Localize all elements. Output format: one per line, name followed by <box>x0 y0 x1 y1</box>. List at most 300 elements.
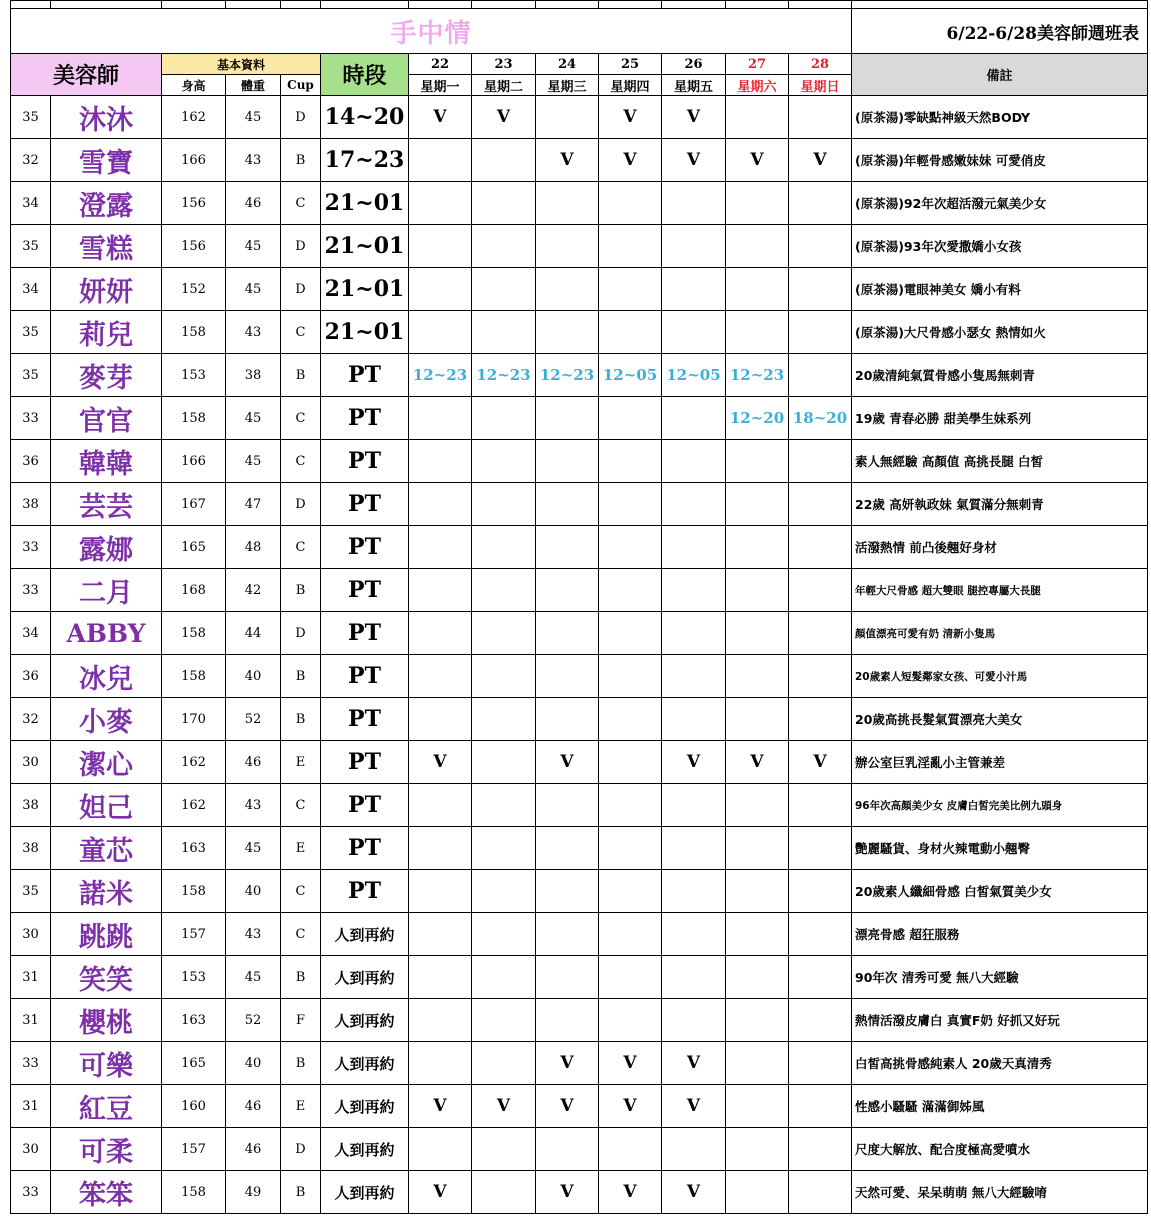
cup-cell: B <box>281 1042 321 1085</box>
week-title: 6/22-6/28美容師週班表 <box>852 9 1148 54</box>
day-cell <box>599 182 662 225</box>
day-cell <box>409 440 472 483</box>
header-date: 25 <box>599 54 662 75</box>
day-cell <box>599 397 662 440</box>
note-cell: 90年次 清秀可愛 無八大經驗 <box>852 956 1148 999</box>
day-cell: 12~20 <box>726 397 789 440</box>
day-cell <box>599 483 662 526</box>
slot-cell: PT <box>321 870 409 913</box>
day-cell <box>472 139 536 182</box>
age-cell: 31 <box>11 999 51 1042</box>
day-cell: V <box>472 1085 536 1128</box>
day-cell: V <box>662 741 726 784</box>
day-cell <box>536 311 599 354</box>
day-cell <box>409 827 472 870</box>
day-cell <box>472 1171 536 1214</box>
slot-cell: PT <box>321 397 409 440</box>
weight-cell: 43 <box>226 139 281 182</box>
weight-cell: 52 <box>226 698 281 741</box>
age-cell: 35 <box>11 96 51 139</box>
day-cell: V <box>726 741 789 784</box>
day-cell <box>409 870 472 913</box>
cup-cell: E <box>281 1085 321 1128</box>
day-cell <box>599 655 662 698</box>
day-cell <box>599 999 662 1042</box>
header-slot: 時段 <box>321 54 409 96</box>
staff-name: 冰兒 <box>51 655 162 698</box>
day-cell <box>789 999 852 1042</box>
day-cell <box>599 612 662 655</box>
note-cell: 漂亮骨感 超狂服務 <box>852 913 1148 956</box>
weight-cell: 40 <box>226 1042 281 1085</box>
height-cell: 158 <box>162 870 226 913</box>
day-cell <box>789 612 852 655</box>
weight-cell: 46 <box>226 182 281 225</box>
staff-row <box>11 1128 1148 1171</box>
weight-cell: 45 <box>226 827 281 870</box>
staff-name: 笑笑 <box>51 956 162 999</box>
header-date: 27 <box>726 54 789 75</box>
cup-cell: B <box>281 655 321 698</box>
day-cell <box>599 1128 662 1171</box>
staff-name: 麥芽 <box>51 354 162 397</box>
staff-name: 諾米 <box>51 870 162 913</box>
day-cell <box>599 913 662 956</box>
day-cell: V <box>789 139 852 182</box>
day-cell: V <box>536 1042 599 1085</box>
age-cell: 30 <box>11 913 51 956</box>
day-cell <box>409 1042 472 1085</box>
note-cell: 20歲素人短髮鄰家女孩、可愛小汁馬 <box>852 655 1148 698</box>
height-cell: 158 <box>162 655 226 698</box>
day-cell <box>536 999 599 1042</box>
note-cell: 性感小騷騷 滿滿御姊風 <box>852 1085 1148 1128</box>
staff-row <box>11 268 1148 311</box>
day-cell <box>599 698 662 741</box>
day-cell <box>662 268 726 311</box>
weight-cell: 40 <box>226 870 281 913</box>
cup-cell: E <box>281 741 321 784</box>
cup-cell: E <box>281 827 321 870</box>
height-cell: 153 <box>162 956 226 999</box>
day-cell <box>536 397 599 440</box>
height-cell: 162 <box>162 741 226 784</box>
slot-cell: 人到再約 <box>321 1128 409 1171</box>
day-cell <box>789 311 852 354</box>
weight-cell: 52 <box>226 999 281 1042</box>
slot-cell: 21~01 <box>321 182 409 225</box>
day-cell <box>599 870 662 913</box>
slot-cell: PT <box>321 612 409 655</box>
day-cell: V <box>409 741 472 784</box>
day-cell <box>472 698 536 741</box>
day-cell <box>472 827 536 870</box>
header-date: 26 <box>662 54 726 75</box>
day-cell <box>472 526 536 569</box>
height-cell: 165 <box>162 526 226 569</box>
age-cell: 35 <box>11 354 51 397</box>
staff-row <box>11 354 1148 397</box>
day-cell <box>472 483 536 526</box>
staff-row <box>11 1042 1148 1085</box>
note-cell: 天然可愛、呆呆萌萌 無八大經驗唷 <box>852 1171 1148 1214</box>
day-cell <box>472 784 536 827</box>
cup-cell: C <box>281 397 321 440</box>
age-cell: 34 <box>11 612 51 655</box>
day-cell <box>662 526 726 569</box>
staff-row <box>11 784 1148 827</box>
day-cell <box>789 1171 852 1214</box>
day-cell <box>409 612 472 655</box>
day-cell <box>599 225 662 268</box>
header-date: 24 <box>536 54 599 75</box>
note-cell: (原茶湯)年輕骨感嫩妹妹 可愛俏皮 <box>852 139 1148 182</box>
day-cell <box>726 311 789 354</box>
weight-cell: 38 <box>226 354 281 397</box>
day-cell <box>536 612 599 655</box>
staff-row <box>11 526 1148 569</box>
cup-cell: C <box>281 440 321 483</box>
day-cell <box>536 956 599 999</box>
staff-row <box>11 569 1148 612</box>
weight-cell: 45 <box>226 956 281 999</box>
note-cell: 素人無經驗 高顏值 高挑長腿 白皙 <box>852 440 1148 483</box>
height-cell: 163 <box>162 999 226 1042</box>
day-cell: V <box>599 139 662 182</box>
age-cell: 35 <box>11 225 51 268</box>
note-cell: (原茶湯)93年次愛撒嬌小女孩 <box>852 225 1148 268</box>
height-cell: 152 <box>162 268 226 311</box>
staff-name: 韓韓 <box>51 440 162 483</box>
day-cell <box>472 182 536 225</box>
day-cell <box>726 1042 789 1085</box>
cup-cell: B <box>281 569 321 612</box>
day-cell <box>789 268 852 311</box>
staff-name: 可樂 <box>51 1042 162 1085</box>
day-cell <box>599 311 662 354</box>
staff-name: 紅豆 <box>51 1085 162 1128</box>
day-cell <box>409 784 472 827</box>
day-cell <box>789 698 852 741</box>
day-cell: V <box>599 1171 662 1214</box>
day-cell <box>409 999 472 1042</box>
note-cell: 20歲高挑長髮氣質漂亮大美女 <box>852 698 1148 741</box>
day-cell <box>536 526 599 569</box>
cup-cell: C <box>281 182 321 225</box>
day-cell <box>536 827 599 870</box>
age-cell: 31 <box>11 956 51 999</box>
day-cell <box>409 526 472 569</box>
day-cell <box>726 913 789 956</box>
day-cell <box>726 1085 789 1128</box>
day-cell <box>726 526 789 569</box>
weight-cell: 48 <box>226 526 281 569</box>
day-cell: V <box>662 1085 726 1128</box>
day-cell <box>409 268 472 311</box>
day-cell <box>536 483 599 526</box>
day-cell: 12~23 <box>409 354 472 397</box>
top-strip <box>11 1 1148 9</box>
staff-row <box>11 139 1148 182</box>
day-cell: 12~05 <box>599 354 662 397</box>
day-cell <box>536 225 599 268</box>
header-cup: Cup <box>281 75 321 96</box>
day-cell <box>472 1128 536 1171</box>
weight-cell: 43 <box>226 311 281 354</box>
slot-cell: 21~01 <box>321 225 409 268</box>
day-cell <box>726 999 789 1042</box>
day-cell: V <box>662 1171 726 1214</box>
note-cell: 顏值漂亮可愛有奶 清新小隻馬 <box>852 612 1148 655</box>
height-cell: 156 <box>162 182 226 225</box>
day-cell <box>536 913 599 956</box>
day-cell: 12~23 <box>726 354 789 397</box>
day-cell: 12~23 <box>472 354 536 397</box>
day-cell: V <box>599 96 662 139</box>
cup-cell: C <box>281 784 321 827</box>
day-cell <box>726 612 789 655</box>
header-weekday: 星期五 <box>662 75 726 96</box>
slot-cell: 人到再約 <box>321 956 409 999</box>
slot-cell: PT <box>321 655 409 698</box>
day-cell <box>662 612 726 655</box>
day-cell: V <box>409 96 472 139</box>
day-cell: V <box>536 1171 599 1214</box>
shop-name: 手中情 <box>11 9 852 54</box>
slot-cell: PT <box>321 483 409 526</box>
weight-cell: 42 <box>226 569 281 612</box>
note-cell: (原茶湯)92年次超活潑元氣美少女 <box>852 182 1148 225</box>
day-cell <box>789 784 852 827</box>
height-cell: 160 <box>162 1085 226 1128</box>
day-cell <box>726 440 789 483</box>
day-cell <box>472 655 536 698</box>
header-weight: 體重 <box>226 75 281 96</box>
note-cell: (原茶湯)電眼神美女 嬌小有料 <box>852 268 1148 311</box>
day-cell <box>662 956 726 999</box>
age-cell: 33 <box>11 1171 51 1214</box>
cup-cell: C <box>281 311 321 354</box>
day-cell <box>536 96 599 139</box>
day-cell <box>789 96 852 139</box>
day-cell: 12~23 <box>536 354 599 397</box>
weight-cell: 47 <box>226 483 281 526</box>
day-cell <box>789 1085 852 1128</box>
age-cell: 31 <box>11 1085 51 1128</box>
day-cell <box>726 96 789 139</box>
day-cell <box>536 784 599 827</box>
note-cell: 活潑熱情 前凸後翹好身材 <box>852 526 1148 569</box>
weight-cell: 45 <box>226 440 281 483</box>
day-cell <box>789 870 852 913</box>
weight-cell: 44 <box>226 612 281 655</box>
staff-name: 雪寶 <box>51 139 162 182</box>
staff-name: 童芯 <box>51 827 162 870</box>
day-cell <box>662 225 726 268</box>
day-cell <box>726 225 789 268</box>
staff-name: 小麥 <box>51 698 162 741</box>
day-cell <box>662 483 726 526</box>
staff-name: 跳跳 <box>51 913 162 956</box>
day-cell <box>536 569 599 612</box>
staff-name: 笨笨 <box>51 1171 162 1214</box>
staff-row <box>11 741 1148 784</box>
day-cell <box>662 440 726 483</box>
slot-cell: PT <box>321 354 409 397</box>
weight-cell: 43 <box>226 913 281 956</box>
staff-row <box>11 913 1148 956</box>
height-cell: 157 <box>162 913 226 956</box>
note-cell: 白皙高挑骨感純素人 20歲天真清秀 <box>852 1042 1148 1085</box>
height-cell: 158 <box>162 1171 226 1214</box>
note-cell: 19歲 青春必勝 甜美學生妹系列 <box>852 397 1148 440</box>
day-cell <box>726 483 789 526</box>
staff-row <box>11 1171 1148 1214</box>
staff-name: 沐沐 <box>51 96 162 139</box>
day-cell <box>662 999 726 1042</box>
day-cell <box>536 268 599 311</box>
schedule-table <box>10 0 1148 1214</box>
staff-row <box>11 96 1148 139</box>
slot-cell: 人到再約 <box>321 1171 409 1214</box>
day-cell <box>599 569 662 612</box>
note-cell: (原茶湯)大尺骨感小瑟女 熱情如火 <box>852 311 1148 354</box>
header-notes: 備註 <box>852 54 1148 96</box>
slot-cell: PT <box>321 784 409 827</box>
header-height: 身高 <box>162 75 226 96</box>
height-cell: 157 <box>162 1128 226 1171</box>
note-cell: 96年次高顏美少女 皮膚白皙完美比例九頭身 <box>852 784 1148 827</box>
staff-name: 妍妍 <box>51 268 162 311</box>
slot-cell: 17~23 <box>321 139 409 182</box>
day-cell <box>662 827 726 870</box>
staff-row <box>11 698 1148 741</box>
slot-cell: PT <box>321 526 409 569</box>
day-cell: V <box>662 96 726 139</box>
day-cell <box>536 870 599 913</box>
cup-cell: D <box>281 268 321 311</box>
day-cell <box>789 483 852 526</box>
day-cell <box>726 1128 789 1171</box>
day-cell: V <box>409 1085 472 1128</box>
slot-cell: PT <box>321 741 409 784</box>
cup-cell: D <box>281 225 321 268</box>
day-cell: V <box>536 139 599 182</box>
day-cell <box>726 956 789 999</box>
day-cell <box>409 698 472 741</box>
cup-cell: B <box>281 354 321 397</box>
day-cell <box>472 397 536 440</box>
day-cell <box>662 784 726 827</box>
day-cell <box>472 741 536 784</box>
cup-cell: F <box>281 999 321 1042</box>
height-cell: 168 <box>162 569 226 612</box>
slot-cell: PT <box>321 569 409 612</box>
day-cell <box>472 440 536 483</box>
age-cell: 33 <box>11 526 51 569</box>
day-cell <box>789 440 852 483</box>
staff-name: 露娜 <box>51 526 162 569</box>
day-cell <box>726 268 789 311</box>
height-cell: 167 <box>162 483 226 526</box>
weight-cell: 43 <box>226 784 281 827</box>
header-weekday: 星期三 <box>536 75 599 96</box>
slot-cell: 21~01 <box>321 268 409 311</box>
weight-cell: 40 <box>226 655 281 698</box>
note-cell: 20歲清純氣質骨感小隻馬無刺青 <box>852 354 1148 397</box>
day-cell <box>472 999 536 1042</box>
day-cell <box>409 182 472 225</box>
day-cell: 12~05 <box>662 354 726 397</box>
day-cell <box>726 870 789 913</box>
day-cell <box>472 1042 536 1085</box>
day-cell <box>536 1128 599 1171</box>
age-cell: 34 <box>11 182 51 225</box>
staff-name: 妲己 <box>51 784 162 827</box>
day-cell <box>662 913 726 956</box>
day-cell <box>662 1128 726 1171</box>
day-cell <box>789 1128 852 1171</box>
day-cell <box>536 182 599 225</box>
day-cell <box>409 655 472 698</box>
note-cell: (原茶湯)零缺點神級天然BODY <box>852 96 1148 139</box>
day-cell: V <box>662 139 726 182</box>
day-cell: V <box>472 96 536 139</box>
day-cell <box>789 354 852 397</box>
staff-name: 櫻桃 <box>51 999 162 1042</box>
note-cell: 年輕大尺骨感 超大雙眼 腿控專屬大長腿 <box>852 569 1148 612</box>
day-cell <box>409 483 472 526</box>
age-cell: 33 <box>11 1042 51 1085</box>
staff-row <box>11 182 1148 225</box>
cup-cell: D <box>281 96 321 139</box>
day-cell: 18~20 <box>789 397 852 440</box>
staff-row <box>11 483 1148 526</box>
staff-row <box>11 870 1148 913</box>
cup-cell: C <box>281 870 321 913</box>
cup-cell: B <box>281 956 321 999</box>
cup-cell: B <box>281 698 321 741</box>
staff-name: 可柔 <box>51 1128 162 1171</box>
slot-cell: 人到再約 <box>321 913 409 956</box>
age-cell: 33 <box>11 397 51 440</box>
day-cell <box>536 440 599 483</box>
header-name: 美容師 <box>11 54 162 96</box>
height-cell: 158 <box>162 397 226 440</box>
age-cell: 32 <box>11 698 51 741</box>
height-cell: 165 <box>162 1042 226 1085</box>
day-cell: V <box>789 741 852 784</box>
cup-cell: C <box>281 526 321 569</box>
day-cell <box>789 225 852 268</box>
height-cell: 162 <box>162 96 226 139</box>
age-cell: 34 <box>11 268 51 311</box>
day-cell <box>662 569 726 612</box>
staff-name: 澄露 <box>51 182 162 225</box>
day-cell <box>726 784 789 827</box>
day-cell <box>409 956 472 999</box>
staff-row <box>11 655 1148 698</box>
age-cell: 33 <box>11 569 51 612</box>
weight-cell: 45 <box>226 225 281 268</box>
age-cell: 32 <box>11 139 51 182</box>
day-cell <box>409 397 472 440</box>
staff-name: 潔心 <box>51 741 162 784</box>
day-cell <box>472 956 536 999</box>
staff-row <box>11 311 1148 354</box>
day-cell <box>472 569 536 612</box>
day-cell <box>662 870 726 913</box>
